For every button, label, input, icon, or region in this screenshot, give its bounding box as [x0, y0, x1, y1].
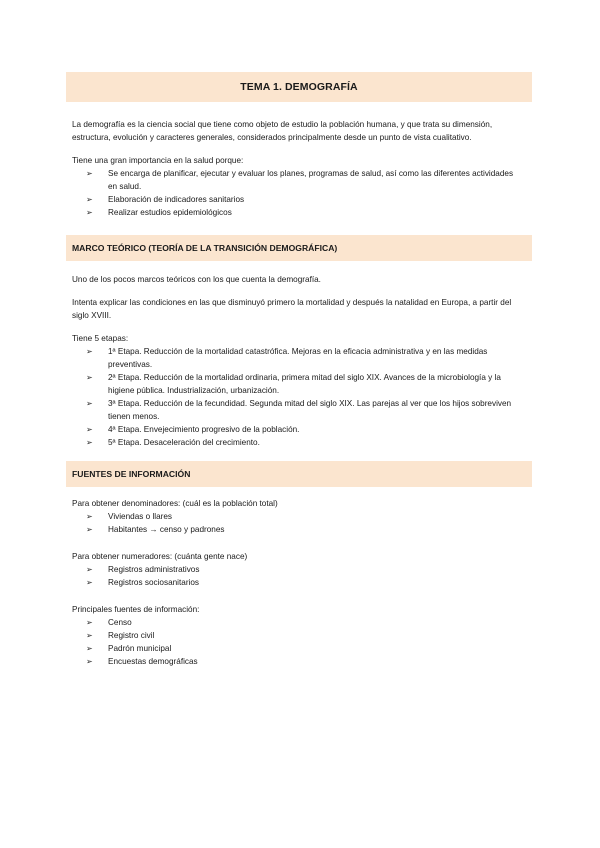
arrow-bullet-icon: ➢ — [86, 195, 93, 204]
list-item: ➢ Realizar estudios epidemiológicos — [86, 208, 232, 217]
list-item: ➢ Encuestas demográficas — [86, 657, 198, 666]
numeradores-lead: Para obtener numeradores: (cuánta gente nace) — [72, 552, 248, 561]
arrow-bullet-icon: ➢ — [86, 425, 93, 434]
numeradores-list — [66, 563, 532, 589]
denominadores-list — [66, 510, 532, 536]
arrow-bullet-icon: ➢ — [86, 169, 93, 178]
denominadores-lead: Para obtener denominadores: (cuál es la población total) — [72, 499, 278, 508]
arrow-bullet-icon: ➢ — [86, 644, 93, 653]
list-item: ➢ Registros sociosanitarios — [86, 578, 200, 587]
section-heading-fuentes: FUENTES DE INFORMACIÓN — [66, 461, 532, 487]
arrow-bullet-icon: ➢ — [86, 657, 93, 666]
arrow-bullet-icon: ➢ — [86, 578, 93, 587]
list-item: ➢ Padrón municipal — [86, 644, 172, 653]
list-item: ➢ 4ª Etapa. Envejecimiento progresivo de la población. — [86, 425, 300, 434]
marco-paragraph-1: Uno de los pocos marcos teóricos con los que cuenta la demografía. — [72, 275, 321, 284]
principales-lead: Principales fuentes de información: — [72, 605, 200, 614]
arrow-bullet-icon: ➢ — [86, 373, 93, 382]
list-item: ➢ Se encarga de planificar, ejecutar y evaluar los planes, programas de salud, así como las diferentes actividades en salud. — [86, 169, 514, 191]
list-item: ➢ 5ª Etapa. Desaceleración del crecimiento. — [86, 438, 260, 447]
marco-paragraph-2: Intenta explicar las condiciones en las que disminuyó primero la mortalidad y después la natalidad en Europa, a partir del siglo XVIII. — [72, 298, 512, 320]
list-item: ➢ 1ª Etapa. Reducción de la mortalidad catastrófica. Mejoras en la eficacia administrativa y en las medidas preventivas. — [86, 347, 488, 369]
definition-paragraph: La demografía es la ciencia social que tiene como objeto de estudio la población humana, y que trata su dimensión, estructura, evolución y caracteres generales, considerados principalmente desde un punto de vista cualitativo. — [72, 120, 493, 142]
list-item: ➢ Viviendas o llares — [86, 512, 173, 521]
arrow-bullet-icon: ➢ — [86, 512, 93, 521]
list-item: ➢ 3ª Etapa. Reducción de la fecundidad. Segunda mitad del siglo XIX. Las parejas al ver que los hijos sobreviven tienen menos. — [86, 399, 512, 421]
arrow-bullet-icon: ➢ — [86, 565, 93, 574]
arrow-bullet-icon: ➢ — [86, 208, 93, 217]
arrow-bullet-icon: ➢ — [86, 631, 93, 640]
document-page — [66, 72, 532, 668]
arrow-bullet-icon: ➢ — [86, 525, 93, 534]
stages-list — [66, 345, 532, 449]
principales-list — [66, 616, 532, 668]
arrow-bullet-icon: ➢ — [86, 347, 93, 356]
arrow-bullet-icon: ➢ — [86, 618, 93, 627]
list-item: ➢ Registro civil — [86, 631, 155, 640]
stages-lead: Tiene 5 etapas: — [72, 334, 129, 343]
page-title: TEMA 1. DEMOGRAFÍA — [66, 72, 532, 102]
list-item: ➢ 2ª Etapa. Reducción de la mortalidad ordinaria, primera mitad del siglo XIX. Avances de la microbiología y la higiene pública. Industrialización, urbanización. — [86, 373, 501, 395]
arrow-bullet-icon: ➢ — [86, 438, 93, 447]
section-heading-marco: MARCO TEÓRICO (TEORÍA DE LA TRANSICIÓN DEMOGRÁFICA) — [66, 235, 532, 261]
list-item: ➢ Censo — [86, 618, 132, 627]
importance-list — [66, 167, 532, 219]
importance-lead: Tiene una gran importancia en la salud porque: — [72, 156, 244, 165]
list-item: ➢ Habitantes → censo y padrones — [86, 525, 225, 534]
list-item: ➢ Elaboración de indicadores sanitarios — [86, 195, 245, 204]
arrow-bullet-icon: ➢ — [86, 399, 93, 408]
list-item: ➢ Registros administrativos — [86, 565, 200, 574]
